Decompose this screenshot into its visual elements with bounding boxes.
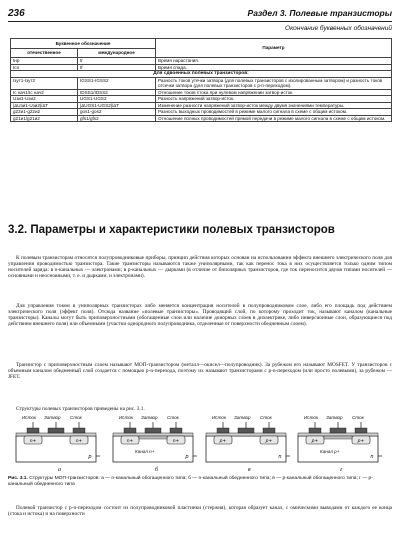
- paragraph: Для управления током в униполярных транзисторах либо меняется концентрация носителей в полупроводниковом слое, либо его площадь под действием электрического поля (эффект поля). Отсюда название «полевые транзисторы». Проводящий слой, по которому проходит ток, называют каналом (канальные транзисторы). Каналы могут быть приповерхностными (обогащенные слои или наличие донорных слоев в диэлектрике, либо инверсионные слои, образующиеся под действием внешнего поля) или объемными (участки однородного полупроводника, отделенные от поверхности обедненным слоем).: [8, 303, 392, 328]
- substrate-doping-label: p: [185, 454, 189, 460]
- paragraph: Транзистор с приповерхностным слоем называют МОП-транзистором (металл—окисел—полупроводник). За рубежом его называют MOSFET. У транзисторов с объемным каналом обедненный слой создается с помощью p-n-перехода, поэтому их называют транзисторами с p-n-переходом (или просто полевыми), за рубежом — JFET.: [8, 362, 392, 381]
- structure-c: [204, 415, 310, 464]
- drain-label: Сток: [70, 415, 82, 420]
- drain-contact: [170, 428, 182, 433]
- table-section-label: Для сдвоенных полевых транзисторов:: [11, 71, 392, 78]
- table-continuation-note: Окончание буквенных обозначений: [285, 25, 392, 32]
- cell-international: gos1-gos2: [78, 109, 156, 116]
- mosfet-structure-drawing: [14, 418, 100, 464]
- drain-contact: [263, 428, 275, 433]
- cell-parameter: Изменение разности напряжений затвор-исток между двумя значениями температуры.: [156, 102, 392, 109]
- header-domestic: отечественное: [11, 49, 78, 58]
- cell-parameter: Отношение токов стока при нулевом напряжении затвор-исток.: [156, 89, 392, 96]
- structure-a: [14, 415, 120, 464]
- source-contact: [217, 428, 229, 433]
- gate-contact: [238, 428, 254, 433]
- cell-international: tf: [78, 64, 156, 71]
- cell-parameter: Разность токов утечки затвора (для полевых транзисторов с изолированным затвором) и разность токов отсечки затвора (для полевых транзисторов с p-n-переходом).: [156, 77, 392, 89]
- channel-label: Канал p+: [320, 449, 340, 454]
- region-doping-label: n+: [172, 439, 180, 444]
- region-doping-label: p+: [357, 439, 365, 444]
- figure-letter-d: г: [340, 467, 343, 473]
- cell-parameter: Разность напряжений затвор-исток.: [156, 96, 392, 103]
- page-number: 236: [8, 8, 25, 19]
- running-title: Раздел 3. Полевые транзисторы: [247, 8, 392, 18]
- cell-parameter: Время нарастания.: [156, 58, 392, 65]
- channel: [324, 436, 352, 439]
- source-label: Исток: [119, 415, 134, 420]
- table-row: [11, 115, 392, 122]
- gate-label: Затвор: [141, 415, 158, 420]
- gate-contact: [145, 428, 161, 433]
- oxide-layer: [298, 433, 378, 436]
- figure-letter-b: б: [155, 467, 159, 473]
- table-header-row: [11, 39, 392, 49]
- cell-international: IDSS1/IDSS2: [78, 89, 156, 96]
- header-international: международное: [78, 49, 156, 58]
- gate-contact: [48, 428, 64, 433]
- cell-parameter: Разность выходных проводимостей в режиме малого сигнала в схеме с общим истоком.: [156, 109, 392, 116]
- channel: [139, 436, 167, 439]
- cell-parameter: Отношение полных проводимостей прямой передачи в режиме малого сигнала в схеме с общим истоком.: [156, 115, 392, 122]
- channel-label: Канал n+: [135, 449, 155, 454]
- region-doping-label: n+: [75, 439, 83, 444]
- source-label: Исток: [22, 415, 37, 420]
- region-doping-label: p+: [219, 439, 227, 444]
- gate-label: Затвор: [326, 415, 343, 420]
- figure-caption-text: Структуры МОП-транзисторов: а — n-канальный обогащенного типа; б — n-канальный обедненного типа; в — p-канальный обогащенного типа; г — p-канальный обедненного типа: [8, 476, 373, 487]
- region-doping-label: p+: [311, 439, 319, 444]
- source-contact: [124, 428, 136, 433]
- drain-label: Сток: [352, 415, 364, 420]
- figure-letter-a: а: [58, 467, 61, 473]
- gate-label: Затвор: [44, 415, 61, 420]
- cell-parameter: Время спада.: [156, 64, 392, 71]
- section-heading: 3.2. Параметры и характеристики полевых транзисторов: [8, 224, 335, 236]
- table-row: [11, 77, 392, 89]
- cell-international: tr: [78, 58, 156, 65]
- drain-contact: [355, 428, 367, 433]
- paragraph: Структуры полевых транзисторов приведены на рис. 3.1.: [16, 406, 145, 412]
- gate-label: Затвор: [234, 415, 251, 420]
- region-doping-label: n+: [126, 439, 134, 444]
- source-label: Исток: [212, 415, 227, 420]
- oxide-layer: [16, 433, 96, 436]
- substrate-doping-label: p: [88, 454, 92, 460]
- substrate-doping-label: n: [278, 454, 282, 460]
- source-contact: [27, 428, 39, 433]
- cell-domestic: Iзут1-Iзут2: [11, 77, 78, 89]
- notation-table: [10, 38, 392, 122]
- substrate-doping-label: n: [370, 454, 374, 460]
- oxide-layer: [113, 433, 193, 436]
- structure-b: [111, 415, 217, 464]
- mosfet-structure-drawing: [296, 418, 382, 464]
- cell-domestic: tнр: [11, 58, 78, 65]
- cell-international: IGSS1-IGSS2: [78, 77, 156, 89]
- gate-contact: [330, 428, 346, 433]
- figure-letter-c: в: [248, 467, 251, 473]
- region-doping-label: p+: [265, 439, 273, 444]
- cell-domestic: Iс нач1/Iс нач2: [11, 89, 78, 96]
- cell-domestic: g21и1/g21и2: [11, 115, 78, 122]
- paragraph: Полевой транзистор с p-n-переходом состоит из полупроводниковой пластинки (стержня), которая образует канал, с омическими выводами от каждого ее конца (стока и истока) и на поверхности: [8, 505, 392, 518]
- cell-domestic: g22и1-g22и2: [11, 109, 78, 116]
- cell-domestic: Uзи1-Uзи2: [11, 96, 78, 103]
- source-contact: [309, 428, 321, 433]
- cell-domestic: tсп: [11, 64, 78, 71]
- source-label: Исток: [304, 415, 319, 420]
- header-notation: Буквенное обозначение: [11, 39, 156, 49]
- cell-international: gfs1/gfs2: [78, 115, 156, 122]
- cell-international: UGS1-UGS2: [78, 96, 156, 103]
- cell-international: |ΔUGS1-UGS2|/ΔT: [78, 102, 156, 109]
- region-doping-label: n+: [29, 439, 37, 444]
- drain-label: Сток: [167, 415, 179, 420]
- header-parameter: Параметр: [156, 39, 392, 58]
- oxide-layer: [206, 433, 286, 436]
- drain-label: Сток: [260, 415, 272, 420]
- mosfet-structure-drawing: [111, 418, 197, 464]
- page-header: [8, 8, 392, 22]
- cell-domestic: |ΔUзи1-Uзи2|/ΔT: [11, 102, 78, 109]
- structure-d: [296, 415, 400, 464]
- figure-caption: [8, 476, 392, 488]
- figure-caption-title: Рис. 3.1.: [8, 476, 28, 481]
- drain-contact: [73, 428, 85, 433]
- mosfet-structure-drawing: [204, 418, 290, 464]
- paragraph: К полевым транзисторам относятся полупроводниковые приборы, принцип действия которых основан на использовании эффекта внешнего электрического поля для управления проводимостью транзистора. Такие транзисторы называются также униполярными, так как перенос тока в них осуществляется только одним типом носителей заряда: в n-канальных — электронами; в p-канальных — дырками (в отличие от биполярных транзисторов, где ток переносится двумя типами носителей — основными и неосновными, т. е. и дырками, и электронами).: [8, 255, 392, 280]
